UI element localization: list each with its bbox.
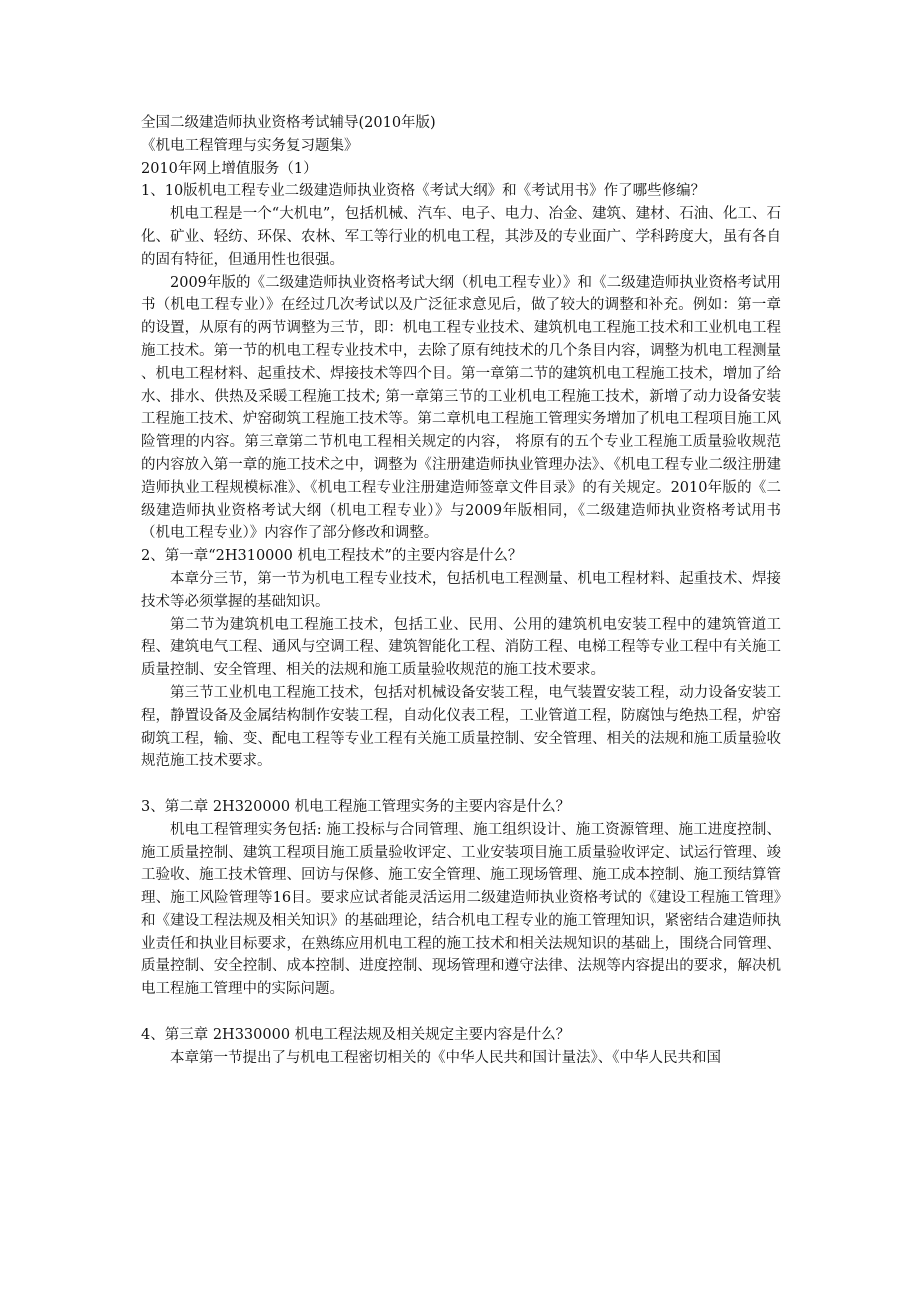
section-4 [141,1024,781,1070]
answer-paragraph: 本章分三节，第一节为机电工程专业技术，包括机电工程测量、机电工程材料、起重技术、焊接技术等必须掌握的基础知识。 [141,570,781,610]
blank-line [141,773,781,796]
section-1 [141,180,781,545]
answer-paragraph: 2009年版的《二级建造师执业资格考试大纲（机电工程专业）》和《二级建造师执业资格考试用书（机电工程专业）》在经过几次考试以及广泛征求意见后，做了较大的调整和补充。例如：第一章的设置，从原有的两节调整为三节，即：机电工程专业技术、建筑机电工程施工技术和工业机电工程施工技术。第一节的机电工程专业技术中，去除了原有纯技术的几个条目内容，调整为机电工程测量 、机电工程材料、起重技术、焊接技术等四个目。第一章第二节的建筑机电工程施工技术，增加了给水、排水、供热及采暖工程施工技术; 第一章第三节的工业机电工程施工技术，新增了动力设备安装工程施工技术、炉窑砌筑工程施工技术等。第二章机电工程施工管理实务增加了机电工程项目施工风险管理的内容。第三章第二节机电工程相关规定的内容， 将原有的五个专业工程施工质量验收规范的内容放入第一章的施工技术之中，调整为《注册建造师执业管理办法》、《机电工程专业二级注册建造师执业工程规模标准》、《机电工程专业注册建造师签章文件目录》的有关规定。2010年版的《二级建造师执业资格考试大纲（机电工程专业）》与2009年版相同，《二级建造师执业资格考试用书（机电工程专业）》内容作了部分修改和调整。 [141,274,781,542]
blank-line [141,1001,781,1024]
question-3: 3、第二章 2H320000 机电工程施工管理实务的主要内容是什么？ [141,798,571,815]
question-1: 1、10版机电工程专业二级建造师执业资格《考试大纲》和《考试用书》作了哪些修编？ [141,183,706,200]
section-3 [141,796,781,1001]
question-2: 2、第一章“2H310000 机电工程技术”的主要内容是什么？ [141,548,523,565]
doc-header-line-3: 2010年网上增值服务（1） [141,160,318,177]
doc-header-line-2: 《机电工程管理与实务复习题集》 [141,137,359,154]
section-2 [141,545,781,773]
answer-paragraph: 第三节工业机电工程施工技术，包括对机械设备安装工程，电气装置安装工程，动力设备安装工程，静置设备及金属结构制作安装工程，自动化仪表工程，工业管道工程，防腐蚀与绝热工程，炉窑砌筑工程，输、变、配电工程等专业工程有关施工质量控制、安全管理、相关的法规和施工质量验收规范施工技术要求。 [141,684,781,770]
answer-paragraph: 机电工程是一个“大机电”，包括机械、汽车、电子、电力、冶金、建筑、建材、石油、化工、石化、矿业、轻纺、环保、农林、军工等行业的机电工程，其涉及的专业面广、学科跨度大，虽有各自的固有特征，但通用性也很强。 [141,206,781,268]
doc-header-line-1: 全国二级建造师执业资格考试辅导(2010年版) [141,115,436,131]
answer-paragraph: 第二节为建筑机电工程施工技术，包括工业、民用、公用的建筑机电安装工程中的建筑管道工程、建筑电气工程、通风与空调工程、建筑智能化工程、消防工程、电梯工程等专业工程中有关施工质量控制、安全管理、相关的法规和施工质量验收规范的施工技术要求。 [141,616,781,679]
answer-paragraph: 本章第一节提出了与机电工程密切相关的《中华人民共和国计量法》、《中华人民共和国 [170,1049,721,1066]
question-4: 4、第三章 2H330000 机电工程法规及相关规定主要内容是什么？ [141,1026,571,1043]
answer-paragraph: 机电工程管理实务包括: 施工投标与合同管理、施工组织设计、施工资源管理、施工进度控制、施工质量控制、建筑工程项目施工质量验收评定、工业安装项目施工质量验收评定、试运行管理、竣工验收、施工技术管理、回访与保修、施工安全管理、施工现场管理、施工成本控制、施工预结算管理、施工风险管理等16目。要求应试者能灵活运用二级建造师执业资格考试的《建设工程施工管理》和《建设工程法规及相关知识》的基础理论，结合机电工程专业的施工管理知识，紧密结合建造师执业责任和执业目标要求，在熟练应用机电工程的施工技术和相关法规知识的基础上，围绕合同管理、质量控制、安全控制、成本控制、进度控制、现场管理和遵守法律、法规等内容提出的要求，解决机电工程施工管理中的实际问题。 [141,821,781,998]
document-body [141,112,781,1069]
